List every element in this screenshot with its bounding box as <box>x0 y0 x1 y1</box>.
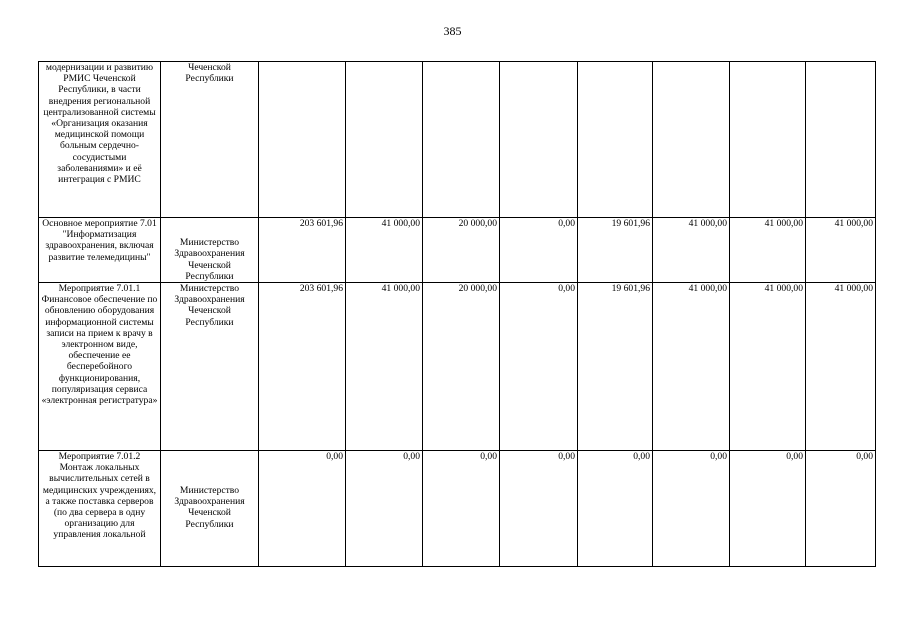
value-cell: 0,00 <box>500 283 578 451</box>
value-cell: 20 000,00 <box>423 283 500 451</box>
table-row <box>39 62 876 218</box>
value-cell: 203 601,96 <box>259 283 346 451</box>
responsible-cell: Чеченской Республики <box>161 62 259 218</box>
value-cell: 41 000,00 <box>806 283 876 451</box>
value-cell: 0,00 <box>730 451 806 567</box>
value-cell: 0,00 <box>346 451 423 567</box>
budget-table <box>38 61 876 567</box>
value-cell: 0,00 <box>423 451 500 567</box>
value-cell: 0,00 <box>500 451 578 567</box>
activity-name-cell: модернизации и развитию РМИС Чеченской Республики, в части внедрения региональной централизованной системы «Организация оказания медицинской помощи больным сердечно-сосудистыми заболеваниями» и её интеграция с РМИС <box>39 62 161 218</box>
value-cell: 41 000,00 <box>653 218 730 283</box>
value-cell: 0,00 <box>500 218 578 283</box>
value-cell: 41 000,00 <box>346 283 423 451</box>
value-cell <box>653 62 730 218</box>
page-number: 385 <box>443 24 462 38</box>
value-cell: 41 000,00 <box>730 283 806 451</box>
activity-name-cell: Основное мероприятие 7.01 "Информатизация здравоохранения, включая развитие телемедицины" <box>39 218 161 283</box>
value-cell: 0,00 <box>259 451 346 567</box>
responsible-cell: Министерство Здравоохранения Чеченской Республики <box>161 283 259 451</box>
value-cell <box>578 62 653 218</box>
value-cell: 0,00 <box>578 451 653 567</box>
value-cell <box>500 62 578 218</box>
value-cell <box>806 62 876 218</box>
table-row <box>39 283 876 451</box>
table-row <box>39 451 876 567</box>
value-cell: 203 601,96 <box>259 218 346 283</box>
value-cell: 41 000,00 <box>806 218 876 283</box>
value-cell: 0,00 <box>653 451 730 567</box>
value-cell <box>259 62 346 218</box>
value-cell: 41 000,00 <box>730 218 806 283</box>
activity-name-cell: Мероприятие 7.01.1 Финансовое обеспечение по обновлению оборудования информационной системы записи на прием к врачу в электронном виде, обеспечение ее бесперебойного функционирования, популяризация сервиса «электронная регистратура» <box>39 283 161 451</box>
value-cell <box>423 62 500 218</box>
value-cell: 41 000,00 <box>346 218 423 283</box>
responsible-cell: Министерство Здравоохранения Чеченской Республики <box>161 451 259 567</box>
responsible-cell: Министерство Здравоохранения Чеченской Республики <box>161 218 259 283</box>
value-cell: 41 000,00 <box>653 283 730 451</box>
value-cell <box>346 62 423 218</box>
value-cell: 19 601,96 <box>578 283 653 451</box>
table-row <box>39 218 876 283</box>
value-cell: 19 601,96 <box>578 218 653 283</box>
value-cell: 20 000,00 <box>423 218 500 283</box>
activity-name-cell: Мероприятие 7.01.2 Монтаж локальных вычислительных сетей в медицинских учреждениях, а также поставка серверов (по два сервера в одну организацию для управления локальной <box>39 451 161 567</box>
value-cell <box>730 62 806 218</box>
value-cell: 0,00 <box>806 451 876 567</box>
